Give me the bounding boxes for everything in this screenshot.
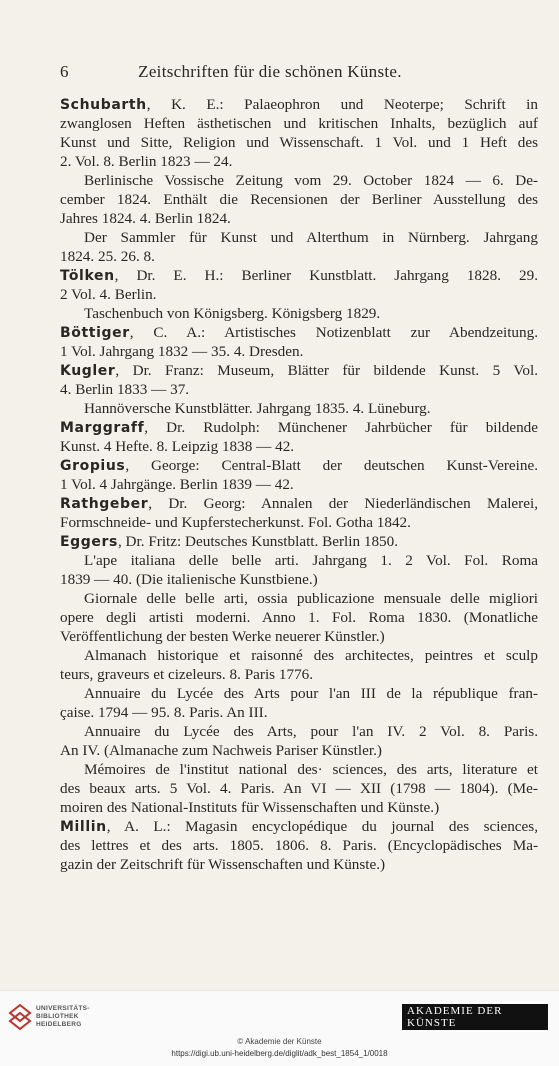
text-line bbox=[60, 779, 538, 798]
line-text: , Dr. Rudolph: Münchener Jahrbücher für bildende bbox=[144, 419, 538, 436]
author-name: Gropius bbox=[60, 458, 126, 474]
line-text: des lettres et des arts. 1805. 1806. 8. Paris. (Encyclopädisches Ma- bbox=[60, 837, 538, 854]
author-name: Rathgeber bbox=[60, 496, 149, 512]
akademie-der-kuenste-logo[interactable]: AKADEMIE DER KÜNSTE bbox=[401, 1004, 549, 1030]
line-text: , George: Central-Blatt der deutschen Kunst-Vereine. bbox=[125, 457, 538, 474]
line-text: zwanglosen Heften ästhetischen und kritischen Inhalts, bezüglich auf bbox=[60, 115, 538, 132]
line-text: Giornale delle belle arti, ossia publicazione mensuale delle migliori bbox=[84, 590, 538, 607]
line-text: Kunst. 4 Hefte. 8. Leipzig 1838 — 42. bbox=[60, 438, 295, 455]
line-text: 2 Vol. 4. Berlin. bbox=[60, 286, 157, 303]
text-line bbox=[60, 209, 538, 228]
line-text: 2. Vol. 8. Berlin 1823 — 24. bbox=[60, 153, 233, 170]
line-text: , C. A.: Artistisches Notizenblatt zur Abendzeitung. bbox=[129, 324, 538, 341]
line-text: Veröffentlichung der besten Werke neuerer Künstler.) bbox=[60, 628, 385, 645]
copyright-notice: © Akademie der Künste bbox=[237, 1037, 322, 1046]
text-line bbox=[60, 665, 538, 684]
text-line bbox=[60, 418, 538, 437]
text-line bbox=[60, 361, 538, 380]
university-library-logo[interactable] bbox=[8, 1003, 148, 1033]
line-text: , Dr. Georg: Annalen der Niederländischen Malerei, bbox=[148, 495, 538, 512]
line-text: , A. L.: Magasin encyclopédique du journal des sciences, bbox=[106, 818, 538, 835]
text-line bbox=[60, 133, 538, 152]
line-text: Berlinische Vossische Zeitung vom 29. October 1824 — 6. De- bbox=[84, 172, 538, 189]
text-line bbox=[60, 95, 538, 114]
line-text: moiren des National-Instituts für Wissenschaften und Künste.) bbox=[60, 799, 440, 816]
text-line bbox=[60, 855, 538, 874]
text-line bbox=[60, 646, 538, 665]
text-line bbox=[60, 798, 538, 817]
text-line bbox=[60, 114, 538, 133]
text-line bbox=[60, 285, 538, 304]
text-line bbox=[60, 437, 538, 456]
text-line bbox=[60, 475, 538, 494]
page-number: 6 bbox=[60, 62, 69, 81]
text-line bbox=[60, 228, 538, 247]
line-text: , Dr. Fritz: Deutsches Kunstblatt. Berlin 1850. bbox=[117, 533, 399, 550]
author-name: Eggers bbox=[60, 534, 118, 550]
viewer-footer bbox=[0, 990, 559, 1066]
text-line bbox=[60, 589, 538, 608]
author-name: Tölken bbox=[60, 268, 115, 284]
text-line bbox=[60, 171, 538, 190]
line-text: Jahres 1824. 4. Berlin 1824. bbox=[60, 210, 231, 227]
text-line bbox=[60, 608, 538, 627]
line-text: An IV. (Almanache zum Nachweis Pariser Künstler.) bbox=[60, 742, 382, 759]
text-line bbox=[60, 494, 538, 513]
line-text: 1 Vol. Jahrgang 1832 — 35. 4. Dresden. bbox=[60, 343, 304, 360]
text-line bbox=[60, 342, 538, 361]
line-text: Hannöversche Kunstblätter. Jahrgang 1835. 4. Lüneburg. bbox=[84, 400, 431, 417]
author-name: Millin bbox=[60, 819, 107, 835]
author-name: Kugler bbox=[60, 363, 116, 379]
line-text: 4. Berlin 1833 — 37. bbox=[60, 381, 190, 398]
text-line bbox=[60, 703, 538, 722]
line-text: Formschneide- und Kupferstecherkunst. Fol. Gotha 1842. bbox=[60, 514, 411, 531]
line-text: gazin der Zeitschrift für Wissenschaften und Künste.) bbox=[60, 856, 386, 873]
text-line bbox=[60, 741, 538, 760]
line-text: teurs, graveurs et cizeleurs. 8. Paris 1776. bbox=[60, 666, 314, 683]
text-line bbox=[60, 247, 538, 266]
text-line bbox=[60, 304, 538, 323]
text-line bbox=[60, 323, 538, 342]
text-line bbox=[60, 570, 538, 589]
line-text: Kunst und Sitte, Religion und Wissenschaft. 1 Vol. und 1 Heft des bbox=[60, 134, 538, 151]
line-text: des beaux arts. 5 Vol. 4. Paris. An VI — XII (1798 — 1804). (Me- bbox=[60, 780, 538, 797]
text-line bbox=[60, 380, 538, 399]
line-text: çaise. 1794 — 95. 8. Paris. An III. bbox=[60, 704, 268, 721]
line-text: Der Sammler für Kunst und Alterthum in Nürnberg. Jahrgang bbox=[84, 229, 538, 246]
text-line bbox=[60, 190, 538, 209]
text-line bbox=[60, 684, 538, 703]
text-line bbox=[60, 399, 538, 418]
line-text: , Dr. E. H.: Berliner Kunstblatt. Jahrgang 1828. 29. bbox=[114, 267, 538, 284]
text-line bbox=[60, 266, 538, 285]
running-title: Zeitschriften für die schönen Künste. bbox=[138, 62, 402, 81]
text-line bbox=[60, 836, 538, 855]
text-line bbox=[60, 551, 538, 570]
author-name: Schubarth bbox=[60, 97, 147, 113]
text-line bbox=[60, 152, 538, 171]
author-name: Marggraff bbox=[60, 420, 145, 436]
library-emblem-icon bbox=[8, 1003, 32, 1031]
page-url[interactable]: https://digi.ub.uni-heidelberg.de/diglit/adk_best_1854_1/0018 bbox=[171, 1049, 388, 1058]
line-text: , K. E.: Palaeophron und Neoterpe; Schrift in bbox=[146, 96, 538, 113]
line-text: Taschenbuch von Königsberg. Königsberg 1829. bbox=[84, 305, 381, 322]
line-text: Almanach historique et raisonné des architectes, peintres et sculp bbox=[84, 647, 538, 664]
text-line bbox=[60, 513, 538, 532]
line-text: 1824. 25. 26. 8. bbox=[60, 248, 155, 265]
text-line bbox=[60, 456, 538, 475]
line-text: opere degli artisti moderni. Anno 1. Fol. Roma 1830. (Monatliche bbox=[60, 609, 538, 626]
line-text: Annuaire du Lycée des Arts pour l'an III de la république fran- bbox=[84, 685, 538, 702]
line-text: 1839 — 40. (Die italienische Kunstbiene.) bbox=[60, 571, 318, 588]
page-header bbox=[60, 62, 480, 84]
text-body bbox=[60, 95, 538, 874]
text-line bbox=[60, 722, 538, 741]
author-name: Böttiger bbox=[60, 325, 130, 341]
library-logo-text: UNIVERSITÄTS- BIBLIOTHEK HEIDELBERG bbox=[36, 1005, 90, 1028]
text-line bbox=[60, 760, 538, 779]
text-line bbox=[60, 817, 538, 836]
line-text: Annuaire du Lycée des Arts, pour l'an IV. 2 Vol. 8. Paris. bbox=[84, 723, 538, 740]
text-line bbox=[60, 532, 538, 551]
line-text: 1 Vol. 4 Jahrgänge. Berlin 1839 — 42. bbox=[60, 476, 294, 493]
line-text: L'ape italiana delle belle arti. Jahrgang 1. 2 Vol. Fol. Roma bbox=[84, 552, 538, 569]
line-text: Mémoires de l'institut national des· sciences, des arts, literature et bbox=[84, 761, 538, 778]
line-text: cember 1824. Enthält die Recensionen der Berliner Ausstellung des bbox=[60, 191, 538, 208]
line-text: , Dr. Franz: Museum, Blätter für bildende Kunst. 5 Vol. bbox=[115, 362, 538, 379]
text-line bbox=[60, 627, 538, 646]
